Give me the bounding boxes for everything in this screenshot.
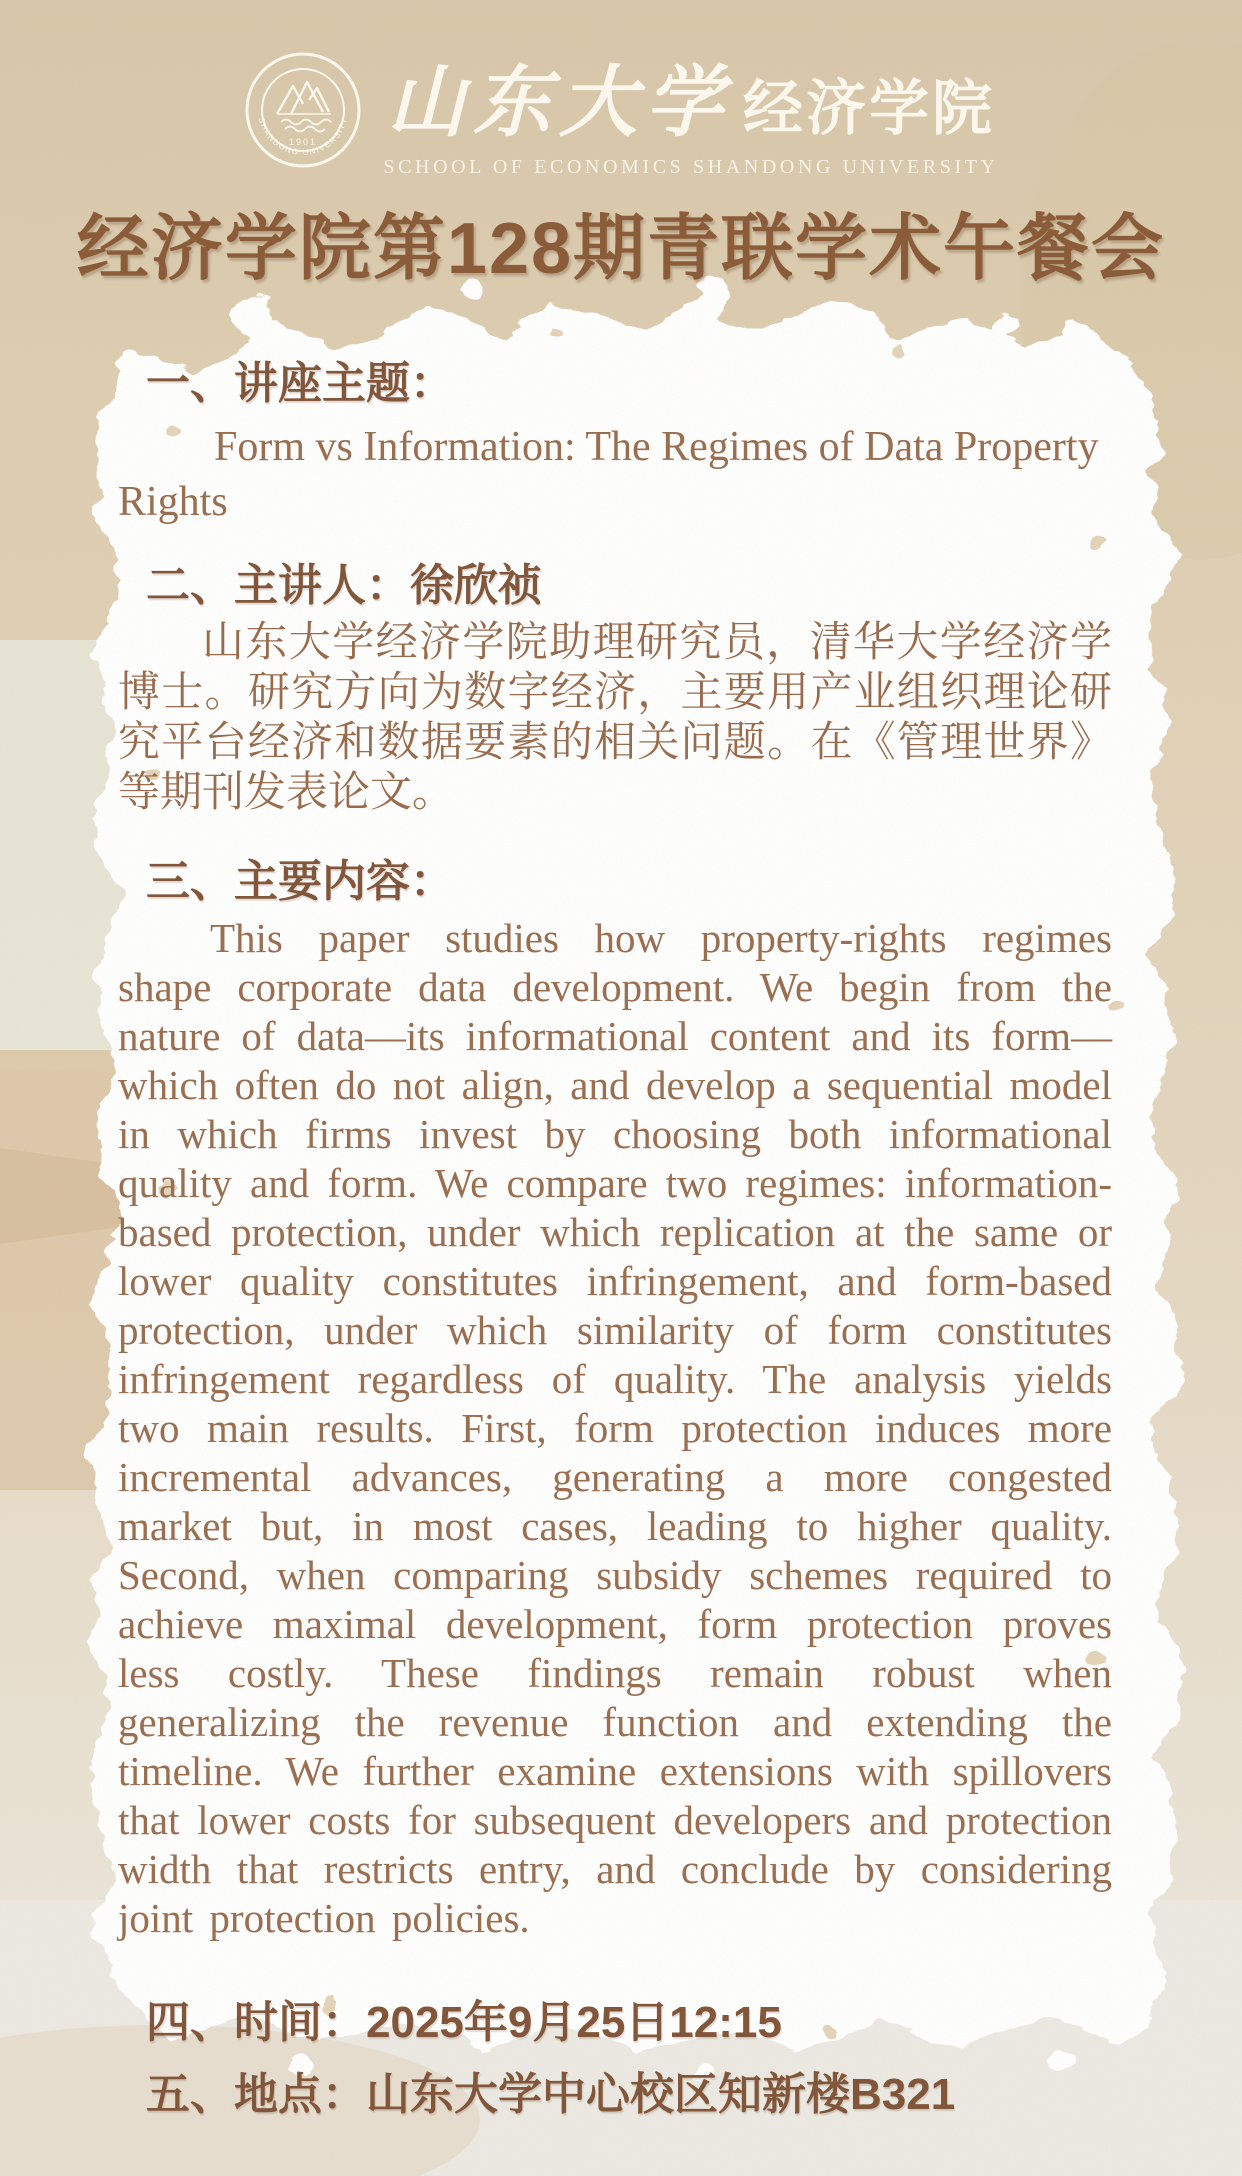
venue-heading: 五、地点：山东大学中心校区知新楼B321 <box>146 2070 956 2119</box>
section-abstract <box>118 854 1112 1943</box>
school-logo <box>0 40 1242 179</box>
section-lecture-topic <box>118 356 1112 530</box>
school-logo-text <box>383 40 998 179</box>
university-seal-icon <box>243 50 363 170</box>
poster-content <box>118 356 1112 2123</box>
abstract-text: This paper studies how property-rights regimes shape corporate data development. We begin from the nature of data—its informational content and its form—which often do not align, and develop a sequential model in which firms invest by choosing both informational quality and form. We compare two regimes: information-based protection, under which replication at the same or lower quality constitutes infringement, and form-based protection, under which similarity of form constitutes infringement regardless of quality. The analysis yields two main results. First, form protection induces more incremental advances, generating a more congested market but, in most cases, leading to higher quality. Second, when comparing subsidy schemes required to achieve maximal development, form protection proves less costly. These findings remain robust when generalizing the revenue function and extending the timeline. We further examine extensions with spillovers that lower costs for subsequent developers and protection width that restricts entry, and conclude by considering joint protection policies. <box>118 915 1112 1941</box>
university-name-calligraphy: 山东大学 <box>386 57 731 148</box>
seal-year: 1901 <box>289 136 318 147</box>
section-time <box>118 1995 1112 2051</box>
poster-title: 经济学院第128期青联学术午餐会 <box>76 209 1166 289</box>
seal-university-text: SHANDONG UNIVERSITY <box>257 115 350 157</box>
college-name-cn: 经济学院 <box>743 74 995 144</box>
speaker-heading: 二、主讲人：徐欣祯 <box>146 561 542 610</box>
topic-heading: 一、讲座主题： <box>146 359 454 408</box>
abstract-heading: 三、主要内容： <box>146 857 454 906</box>
speaker-bio: 山东大学经济学院助理研究员，清华大学经济学博士。研究方向为数字经济，主要用产业组织理论研究平台经济和数据要素的相关问题。在《管理世界》等期刊发表论文。 <box>118 620 1112 816</box>
time-heading: 四、时间：2025年9月25日12:15 <box>146 1998 782 2047</box>
section-venue <box>118 2067 1112 2123</box>
college-name-en: SCHOOL OF ECONOMICS SHANDONG UNIVERSITY <box>383 156 999 178</box>
section-speaker <box>118 558 1112 818</box>
topic-text: Form vs Information: The Regimes of Data Property Rights <box>118 424 1099 525</box>
